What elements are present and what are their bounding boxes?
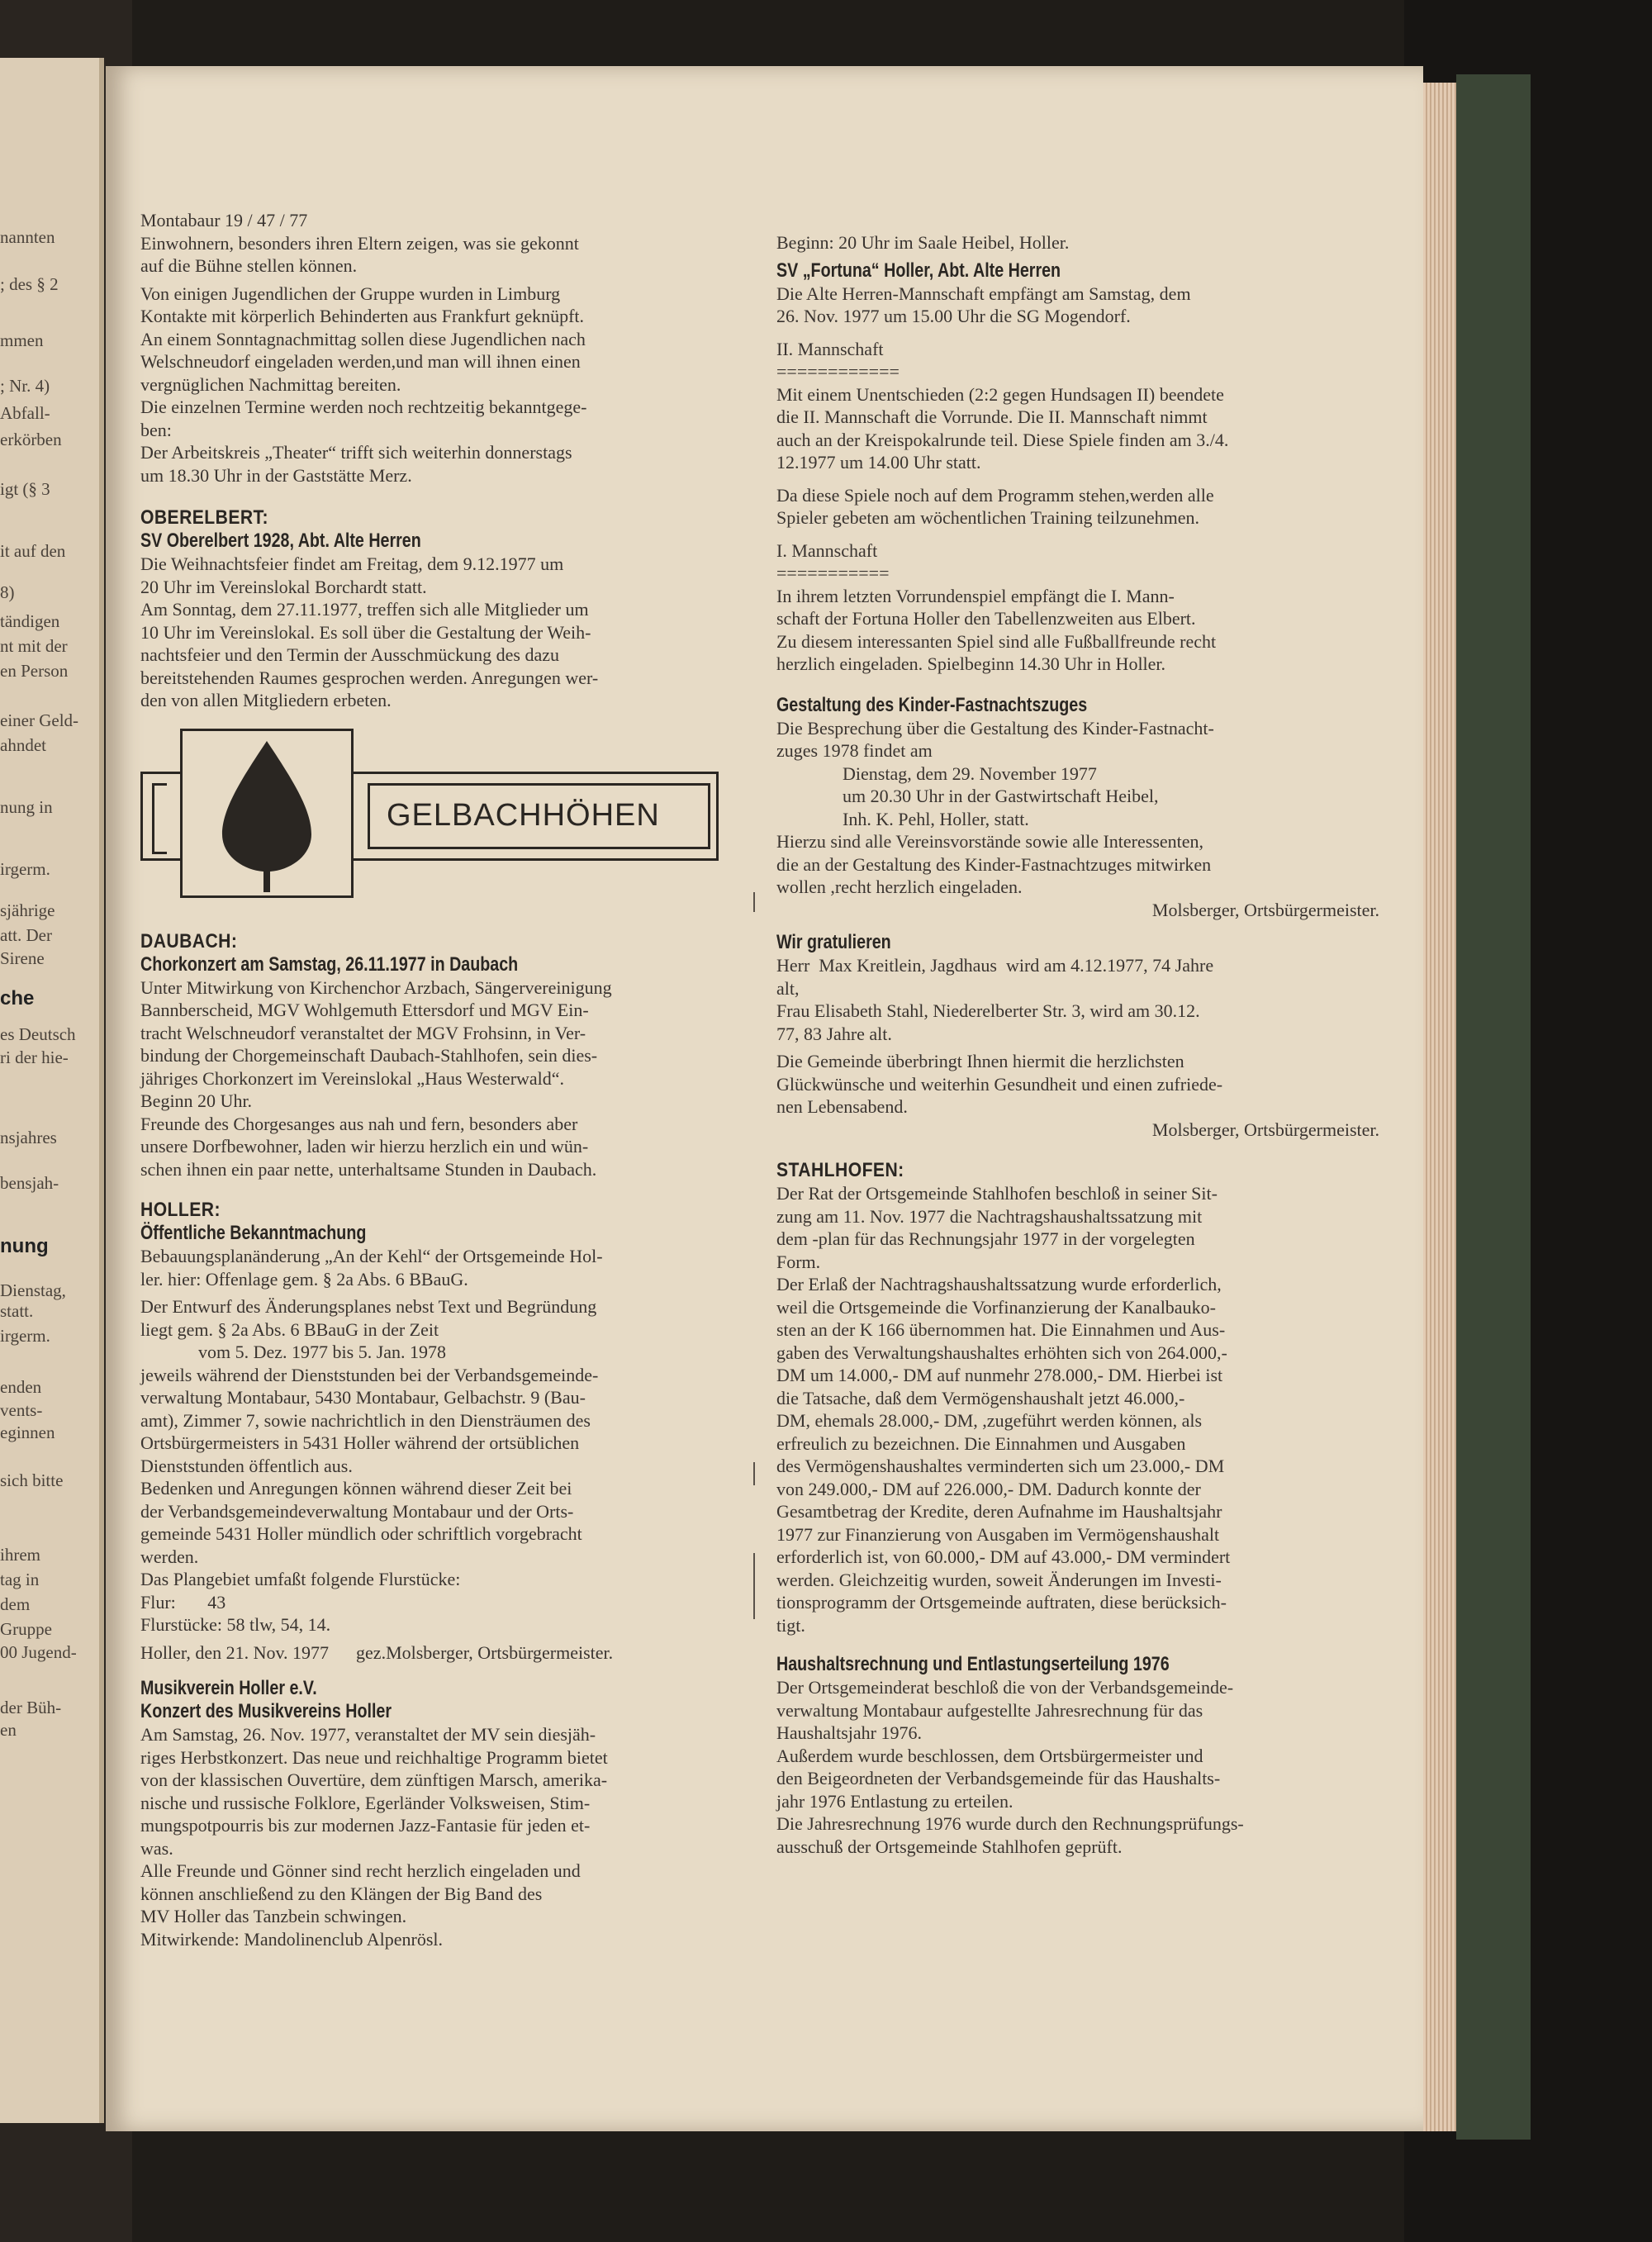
stahlhofen-line: Der Erlaß der Nachtragshaushaltssatzung wurde erforderlich, [776,1274,1222,1294]
previous-page-line: 00 Jugend- [0,1642,77,1662]
stahlhofen-line: tigt. [776,1614,805,1636]
holler-line: amt), Zimmer 7, sowie nachrichtlich in den Diensträumen des [140,1409,591,1431]
holler-line: der Verbandsgemeindeverwaltung Montabaur und der Orts- [140,1500,574,1522]
holler-period: vom 5. Dez. 1977 bis 5. Jan. 1978 [198,1342,447,1362]
holler-signature: Holler, den 21. Nov. 1977 gez.Molsberger, Ortsbürgermeister. [140,1641,614,1663]
place-heading-stahlhofen: STAHLHOFEN: [776,1159,904,1181]
theater-line: vergnüglichen Nachmittag bereiten. [140,373,401,395]
musikverein-subheading: Konzert des Musikvereins Holler [140,1700,392,1722]
previous-page-line: sjährige [0,900,55,920]
margin-mark [753,1553,755,1619]
previous-page-line: Dienstag, [0,1280,66,1300]
theater-line: Der Arbeitskreis „Theater“ trifft sich weiterhin donnerstags [140,442,572,463]
haushalt-line: Der Ortsgemeinderat beschloß die von der Verbandsgemeinde- [776,1677,1234,1698]
holler-line: Der Entwurf des Änderungsplanes nebst Text und Begründung [140,1296,597,1317]
musikverein-line: mungspotpourris bis zur modernen Jazz-Fantasie für jeden et- [140,1815,591,1836]
stahlhofen-line: gaben des Verwaltungshaushaltes erhöhten sich von 264.000,- [776,1342,1227,1363]
previous-page-line: ; des § 2 [0,274,59,294]
stahlhofen-line: die Tatsache, daß dem Vermögenshaushalt jetzt 46.000,- [776,1387,1185,1408]
stahlhofen-line: tionsprogramm der Ortsgemeinde auftraten, diese berücksich- [776,1592,1227,1613]
haushalt-line: Haushaltsjahr 1976. [776,1722,922,1743]
previous-page-line: irgerm. [0,859,50,879]
book-binding [1456,74,1531,2140]
previous-page-line: Gruppe [0,1619,52,1639]
previous-page-line: eginnen [0,1423,55,1442]
fastnacht-line: Die Besprechung über die Gestaltung des Kinder-Fastnacht- [776,717,1214,739]
fastnacht-signature: Molsberger, Ortsbürgermeister. [1151,899,1379,920]
gratulieren-line: Die Gemeinde überbringt Ihnen hiermit die herzlichsten [776,1051,1184,1071]
margin-mark [753,892,755,912]
theater-line: Einwohnern, besonders ihren Eltern zeigen, was sie gekonnt [140,232,579,254]
fastnacht-date-line: Inh. K. Pehl, Holler, statt. [843,808,1029,829]
haushalt-line: den Beigeordneten der Verbandsgemeinde für das Haushalts- [776,1768,1221,1788]
first-team-label: I. Mannschaft [776,539,878,561]
left-column [140,209,756,1950]
logo-name-box [368,783,710,849]
previous-page-line: nt mit der [0,636,68,656]
previous-page-line: igt (§ 3 [0,479,50,499]
holler-line: werden. [140,1546,199,1567]
gratulieren-signature: Molsberger, Ortsbürgermeister. [1151,1119,1379,1140]
holler-line: verwaltung Montabaur, 5430 Montabaur, Gelbachstr. 9 (Bau- [140,1387,586,1408]
place-heading-daubach: DAUBACH: [140,929,238,952]
stahlhofen-line: Form. [776,1251,821,1272]
theater-line: auf die Bühne stellen können. [140,255,358,276]
first-team-line: schaft der Fortuna Holler den Tabellenzweiten aus Elbert. [776,608,1196,629]
previous-page-line: Sirene [0,948,45,968]
stahlhofen-line: Gesamtbetrag der Kredite, deren Aufnahme im Haushaltsjahr [776,1501,1222,1522]
previous-page-line: 8) [0,582,15,602]
previous-page-line: nung [0,1235,49,1257]
second-team-line: Mit einem Unentschieden (2:2 gegen Hundsagen II) beendete [776,383,1224,405]
haushalt-line: ausschuß der Ortsgemeinde Stahlhofen geprüft. [776,1836,1123,1857]
daubach-heading: Chorkonzert am Samstag, 26.11.1977 in Daubach [140,952,519,976]
gratulieren-line: Frau Elisabeth Stahl, Niederelberter Str. 3, wird am 30.12. [776,1000,1200,1021]
stahlhofen-line: weil die Ortsgemeinde die Vorfinanzierung der Kanalbauko- [776,1296,1216,1318]
musikverein-line: was. [140,1837,173,1859]
fastnacht-date-line: Dienstag, dem 29. November 1977 [843,762,1097,784]
fastnacht-heading: Gestaltung des Kinder-Fastnachtszuges [776,693,1088,716]
dateline: Montabaur 19 / 47 / 77 [140,210,308,230]
previous-page-line: erkörben [0,430,62,449]
fortuna-heading: SV „Fortuna“ Holler, Abt. Alte Herren [776,259,1061,282]
leaf-icon [183,731,351,895]
second-team-line: die II. Mannschaft die Vorrunde. Die II. Mannschaft nimmt [776,406,1208,427]
previous-page-line: es Deutsch [0,1024,76,1044]
margin-mark [753,1462,755,1485]
right-column [776,231,1388,1858]
musikverein-section [140,1677,756,1950]
previous-page-line: vents- [0,1400,43,1420]
logo-name: GELBACHHÖHEN [387,797,660,833]
previous-page-line: bensjah- [0,1173,59,1193]
theater-line: Kontakte mit körperlich Behinderten aus Frankfurt geknüpft. [140,306,585,326]
previous-page-line: tag in [0,1570,40,1589]
gratulieren-line: nen Lebensabend. [776,1096,908,1117]
previous-page-line: Abfall- [0,403,50,423]
theater-line: um 18.30 Uhr in der Gaststätte Merz. [140,464,412,486]
holler-line: Dienststunden öffentlich aus. [140,1455,353,1476]
haushalt-line: jahr 1976 Entlastung zu erteilen. [776,1790,1014,1812]
stahlhofen-line: Der Rat der Ortsgemeinde Stahlhofen beschloß in seiner Sit- [776,1183,1218,1204]
previous-page-line: sich bitte [0,1470,64,1490]
second-team-underline: ============ [776,361,900,382]
daubach-section [140,930,756,1181]
previous-page-line: it auf den [0,541,66,561]
holler-line: liegt gem. § 2a Abs. 6 BBauG in der Zeit [140,1318,439,1340]
stahlhofen-line: erforderlich ist, von 60.000,- DM auf 43.000,- DM vermindert [776,1546,1231,1567]
oberelbert-line: 20 Uhr im Vereinslokal Borchardt statt. [140,576,427,597]
daubach-line: schen ihnen ein paar nette, unterhaltsame Stunden in Daubach. [140,1158,597,1180]
logo-inner-bracket [152,783,167,854]
gratulieren-line: Glückwünsche und weiterhin Gesundheit und einen zufriede- [776,1073,1223,1095]
previous-page-edge [0,58,104,2123]
oberelbert-section [140,506,756,712]
daubach-line: Beginn 20 Uhr. [140,1090,253,1111]
second-team-label: II. Mannschaft [776,338,884,359]
oberelbert-line: 10 Uhr im Vereinslokal. Es soll über die Gestaltung der Weih- [140,621,591,643]
theater-line: ben: [140,419,172,440]
musikverein-line: Am Samstag, 26. Nov. 1977, veranstaltet der MV sein diesjäh- [140,1724,596,1745]
daubach-line: jähriges Chorkonzert im Vereinslokal „Haus Westerwald“. [140,1067,565,1089]
previous-page-line: en [0,1720,17,1740]
previous-page-line: nung in [0,797,53,817]
musikverein-line: Alle Freunde und Gönner sind recht herzlich eingeladen und [140,1860,581,1881]
holler-line: Das Plangebiet umfaßt folgende Flurstücke: [140,1569,461,1589]
fortuna-line: Die Alte Herren-Mannschaft empfängt am Samstag, dem [776,283,1191,304]
previous-page-line: dem [0,1594,31,1614]
beginn-line: Beginn: 20 Uhr im Saale Heibel, Holler. [776,232,1070,253]
gelbachhoehen-logo [140,729,719,910]
first-team-line: Zu diesem interessanten Spiel sind alle Fußballfreunde recht [776,630,1217,652]
musikverein-heading: Musikverein Holler e.V. [140,1677,317,1699]
holler-flurstuecke: Flurstücke: 58 tlw, 54, 14. [140,1614,331,1635]
holler-intro-line: Bebauungsplanänderung „An der Kehl“ der Ortsgemeinde Hol- [140,1246,603,1266]
musikverein-line: Mitwirkende: Mandolinenclub Alpenrösl. [140,1928,443,1950]
first-team-underline: =========== [776,563,890,583]
holler-line: gemeinde 5431 Holler mündlich oder schriftlich vorgebracht [140,1523,582,1544]
previous-page-line: en Person [0,661,69,681]
fastnacht-line: wollen ,recht herzlich eingeladen. [776,876,1023,897]
gratulieren-line: 77, 83 Jahre alt. [776,1023,892,1044]
theater-line: Von einigen Jugendlichen der Gruppe wurden in Limburg [140,283,561,304]
daubach-line: bindung der Chorgemeinschaft Daubach-Stahlhofen, sein dies- [140,1045,598,1066]
gratulieren-line: alt, [776,977,800,999]
holler-line: jeweils während der Dienststunden bei der Verbandsgemeinde- [140,1364,599,1385]
fastnacht-line: die an der Gestaltung des Kinder-Fastnachtzuges mitwirken [776,853,1212,875]
fastnacht-line: Hierzu sind alle Vereinsvorstände sowie alle Interessenten, [776,831,1204,852]
stahlhofen-line: erfreulich zu bezeichnen. Die Einnahmen und Ausgaben [776,1432,1186,1454]
oberelbert-line: nachtsfeier und den Termin der Ausschmückung des dazu [140,644,559,665]
holler-heading: Öffentliche Bekanntmachung [140,1222,367,1244]
holler-intro-line: ler. hier: Offenlage gem. § 2a Abs. 6 BBauG. [140,1268,468,1290]
previous-page-line: nsjahres [0,1128,57,1147]
previous-page-line: att. Der [0,925,52,945]
previous-page-line: ; Nr. 4) [0,376,50,396]
fortuna-line: 26. Nov. 1977 um 15.00 Uhr die SG Mogendorf. [776,306,1131,326]
second-team-line: Da diese Spiele noch auf dem Programm stehen,werden alle [776,484,1214,506]
logo-emblem-box [180,729,354,898]
first-team-line: In ihrem letzten Vorrundenspiel empfängt die I. Mann- [776,585,1175,606]
second-team-line: auch an der Kreispokalrunde teil. Diese Spiele finden am 3./4. [776,429,1229,450]
oberelbert-line: den von allen Mitgliedern erbeten. [140,690,392,710]
daubach-line: unsere Dorfbewohner, laden wir hierzu herzlich ein und wün- [140,1136,589,1157]
previous-page-line: enden [0,1377,42,1397]
holler-flur: Flur: 43 [140,1591,226,1613]
theater-line: An einem Sonntagnachmittag sollen diese Jugendlichen nach [140,328,586,349]
stahlhofen-line: DM um 14.000,- DM auf nunmehr 278.000,- DM. Hierbei ist [776,1365,1223,1385]
daubach-line: Unter Mitwirkung von Kirchenchor Arzbach, Sängervereinigung [140,976,612,998]
page-stack-edge [1423,83,1456,2131]
musikverein-line: von der klassischen Ouvertüre, dem zünftigen Marsch, amerika- [140,1769,608,1790]
daubach-line: Bannberscheid, MGV Wohlgemuth Ettersdorf und MGV Ein- [140,1000,589,1020]
stahlhofen-line: DM, ehemals 28.000,- DM, ,zugeführt werden können, als [776,1410,1203,1431]
theater-line: Die einzelnen Termine werden noch rechtzeitig bekanntgege- [140,397,587,417]
stahlhofen-line: dem -plan für das Rechnungsjahr 1977 in der vorgelegten [776,1228,1195,1249]
previous-page-line: ihrem [0,1545,40,1565]
stahlhofen-line: von 249.000,- DM auf 226.000,- DM. Dadurch konnte der [776,1478,1201,1499]
first-team-line: herzlich eingeladen. Spielbeginn 14.30 Uhr in Holler. [776,653,1166,674]
previous-page-line: tändigen [0,611,60,631]
gratulieren-line: Herr Max Kreitlein, Jagdhaus wird am 4.12.1977, 74 Jahre [776,955,1214,976]
musikverein-line: nische und russische Folklore, Egerländer Volksweisen, Stim- [140,1792,591,1813]
holler-line: Ortsbürgermeisters in 5431 Holler während der ortsüblichen [140,1432,580,1453]
oberelbert-line: Die Weihnachtsfeier findet am Freitag, dem 9.12.1977 um [140,553,564,574]
previous-page-line: einer Geld- [0,710,79,730]
gratulieren-heading: Wir gratulieren [776,931,891,953]
stahlhofen-line: des Vermögenshaushaltes verminderten sich um 23.000,- DM [776,1456,1225,1476]
previous-page-line: ahndet [0,735,46,755]
oberelbert-line: bereitstehenden Raumes gesprochen werden. Anregungen wer- [140,667,599,688]
place-heading-holler: HOLLER: [140,1199,221,1221]
stahlhofen-line: werden. Gleichzeitig wurden, soweit Änderungen im Investi- [776,1569,1222,1590]
daubach-line: Freunde des Chorgesanges aus nah und fern, besonders aber [140,1113,578,1134]
previous-page-line: che [0,987,35,1009]
previous-page-line: statt. [0,1301,34,1321]
haushalt-line: verwaltung Montabaur aufgestellte Jahresrechnung für das [776,1699,1203,1721]
haushalt-line: Außerdem wurde beschlossen, dem Ortsbürgermeister und [776,1745,1203,1766]
place-heading-oberelbert: OBERELBERT: [140,506,269,529]
second-team-line: Spieler gebeten am wöchentlichen Training teilzunehmen. [776,507,1199,528]
fastnacht-line: zuges 1978 findet am [776,740,933,761]
holler-line: Bedenken und Anregungen können während dieser Zeit bei [140,1478,572,1499]
musikverein-line: können anschließend zu den Klängen der Big Band des [140,1883,543,1904]
musikverein-line: riges Herbstkonzert. Das neue und reichhaltige Programm bietet [140,1746,608,1768]
previous-page-line: der Büh- [0,1698,62,1717]
previous-page-line: irgerm. [0,1326,50,1346]
previous-page-line: ri der hie- [0,1047,69,1067]
theater-section [140,232,756,487]
oberelbert-line: Am Sonntag, dem 27.11.1977, treffen sich alle Mitglieder um [140,599,589,620]
stahlhofen-line: 1977 zur Finanzierung von Ausgaben im Vermögenshaushalt [776,1523,1220,1545]
haushalt-line: Die Jahresrechnung 1976 wurde durch den Rechnungsprüfungs- [776,1813,1244,1834]
oberelbert-heading: SV Oberelbert 1928, Abt. Alte Herren [140,530,421,552]
second-team-line: 12.1977 um 14.00 Uhr statt. [776,452,981,473]
stahlhofen-line: zung am 11. Nov. 1977 die Nachtragshaushaltssatzung mit [776,1205,1203,1227]
previous-page-line: mmen [0,330,44,350]
daubach-line: tracht Welschneudorf veranstaltet der MGV Frohsinn, in Ver- [140,1022,586,1043]
previous-page-line: nannten [0,227,55,247]
musikverein-line: MV Holler das Tanzbein schwingen. [140,1906,407,1926]
holler-section [140,1199,756,1664]
stahlhofen-line: sten an der K 166 übernommen hat. Die Einnahmen und Aus- [776,1319,1226,1340]
haushalt-heading: Haushaltsrechnung und Entlastungserteilung 1976 [776,1653,1170,1675]
theater-line: Welschneudorf eingeladen werden,und man will ihnen einen [140,351,581,372]
fastnacht-date-line: um 20.30 Uhr in der Gastwirtschaft Heibel, [843,786,1159,806]
